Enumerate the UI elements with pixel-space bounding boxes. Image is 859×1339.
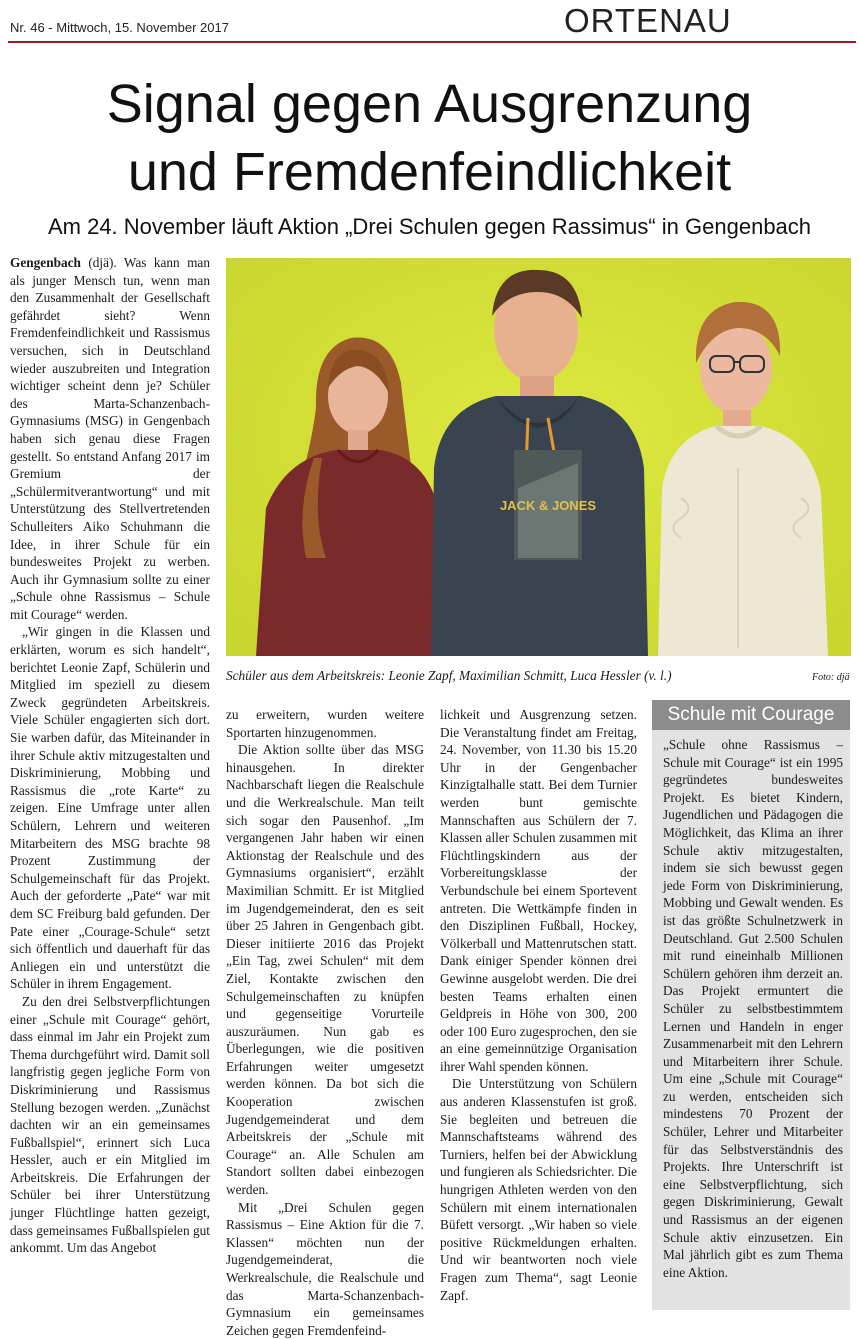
subheadline: Am 24. November läuft Aktion „Drei Schulen gegen Rassimus“ in Gengenbach <box>47 214 812 239</box>
article-paragraph: lichkeit und Ausgrenzung setzen. Die Veranstaltung findet am Freitag, 24. November, von 11.30 bis 15.20 Uhr in der Gengenbacher Kinzigtalhalle statt. Bei dem Turnier werden bunt gemischte Mannschaften aus Schülern der 7. Klassen aller Schulen zusammen mit Flüchtlingskindern aus der Vorbereitungsklasse der Verbundschule bei einem Sportevent antreten. Die Wettkämpfe finden in den Disziplinen Fußball, Hockey, Völkerball und Mattenrutschen statt. Dank einiger Spender können drei Gewinne ausgelobt werden. Die drei besten Teams erhalten einen Geldpreis in Höhe von 300, 200 oder 100 Euro zugesprochen, den sie an eine gemeinnützige Organisation ihrer Wahl spenden können. <box>440 707 637 1074</box>
issue-date: Nr. 46 - Mittwoch, 15. November 2017 <box>10 20 229 35</box>
article-paragraph: Die Unterstützung von Schülern aus anderen Klassenstufen ist groß. Sie begleiten und betreuen die Mannschaftsteams während des Turniers, helfen bei der Abwicklung und fungieren als Schiedsrichter. Die hungrigen Athleten werden von den Schülern mit einem internationalen Büfett versorgt. „Wir haben so viele positive Rückmeldungen erhalten. Und wir beantworten noch viele Fragen zum Thema“, sagt Leonie Zapf. <box>440 1076 637 1303</box>
shirt-print: JACK & JONES <box>499 498 597 513</box>
article-paragraph <box>10 254 210 623</box>
dateline: Gengenbach <box>10 255 81 270</box>
headline <box>0 70 859 206</box>
photo-caption: Schüler aus dem Arbeitskreis: Leonie Zapf, Maximilian Schmitt, Luca Hessler (v. l.) <box>226 668 672 683</box>
paragraph-text: (djä). Was kann man als junger Mensch tun, wenn man den Zusammenhalt der Gesellschaft gefährdet sieht? Wenn Fremdenfeindlichkeit und Rassismus versuchen, sich in Deutschland wieder auszubreiten und Integration wichtiger scheint denn je? Schüler des Marta-Schanzenbach-Gymnasiums (MSG) in Gengenbach haben sich genau diese Fragen gestellt. So entstand Anfang 2017 im Gremium der „Schülermitverantwortung“ und mit Unterstützung des Stellvertretenden Schulleiters Aiko Schuhmann die Idee, in ihrer Schule für ein bundesweites Projekt zu werben. Auch ihr Gymnasium sollte zu einer „Schule ohne Rassismus – Schule mit Courage“ werden. <box>10 255 210 622</box>
students-photo <box>226 258 851 656</box>
header-rule <box>8 41 856 43</box>
article-column-1 <box>10 254 210 1314</box>
article-photo <box>226 258 851 656</box>
infobox-text: „Schule ohne Rassismus – Schule mit Courage“ ist ein 1995 gegründetes bundesweites Projekt. Es bietet Kindern, Jugendlichen und Pädagogen die Möglichkeit, das Klima an ihrer Schule aktiv mitzugestalten, indem sie sich bewusst gegen jede Form von Diskriminierung, Mobbing und Gewalt wenden. Es ist das größte Schulnetzwerk in Deutschland. Gut 2.500 Schulen mit rund eineinhalb Millionen Schülern gehören ihm derzeit an. Das Projekt ermuntert die Schüler zu selbstbestimmtem Lernen und Handeln in enger Zusammenarbeit mit den Lehrern und Mitarbeitern ihrer Schule. Um eine „Schule mit Courage“ zu werden, entscheiden sich mindestens 70 Prozent der Schüler, Lehrer und Mitarbeiter für das Selbstverständnis des Projekts. Ihre Unterschrift ist eine Selbstverpflichtung, sich gegen Diskriminierung, Gewalt und Rassismus an der eigenen Schule aktiv einzusetzen. Ein Mal jährlich gibt es zum Thema eine Aktion. <box>663 737 843 1280</box>
section-title: ORTENAU <box>564 2 732 39</box>
article-column-2 <box>226 706 424 1338</box>
infobox-title: Schule mit Courage <box>652 700 850 730</box>
photo-credit: Foto: djä <box>812 672 850 683</box>
article-paragraph: Zu den drei Selbstverpflichtungen einer „Schule mit Courage“ gehört, dass einmal im Jahr ein Projekt zum Thema durchgeführt wird. Damit soll langfristig gegen jegliche Form von Diskriminierung und Rassismus Stellung bezogen werden. „Zunächst dachten wir an ein gemeinsames Fußballspiel“, erinnert sich Luca Hessler, auch er ein Mitglied im Arbeitskreis. Die Erfahrungen der Schüler bei ihrer Unterstützung junger Flüchtlinge hatten gezeigt, dass gemeinsames Fußballspielen gut ankommt. Um das Angebot <box>10 993 210 1256</box>
headline-line-2: und Fremdenfeindlichkeit <box>127 142 732 202</box>
article-paragraph: zu erweitern, wurden weitere Sportarten hinzugenommen. <box>226 707 424 740</box>
article-paragraph: Mit „Drei Schulen gegen Rassismus – Eine Aktion für die 7. Klassen“ möchten nun der Jugendgemeinderat, die Werkrealschule, die Realschule und das Marta-Schanzenbach-Gymnasium ein gemeinsames Zeichen gegen Fremdenfeind- <box>226 1199 424 1338</box>
headline-line-1: Signal gegen Ausgrenzung <box>106 74 753 134</box>
article-column-3 <box>440 706 637 1318</box>
article-paragraph: „Wir gingen in die Klassen und erklärten, worum es sich handelt“, berichtet Leonie Zapf, Schülerin und Mitglied im speziell zu diesem Zweck gegründeten Arbeitskreis. Viele Schüler engagierten sich dort. Sie warben dafür, das Miteinander in ihrer Schule aktiv mitzugestalten und Diskriminierung, Mobbing und Rassismus die „rote Karte“ zu zeigen. Eine Umfrage unter allen Schülern, Lehrern und weiteren Mitarbeitern des MSG brachte 98 Prozent Zustimmung der Schulgemeinschaft für das Projekt. Auch der geforderte „Pate“ war mit dem SC Freiburg bald gefunden. Der Pate einer „Courage-Schule“ setzt sich öffentlich und dauerhaft für das Anliegen ein und unterstützt die Schüler in ihrem Engagement. <box>10 624 210 992</box>
article-paragraph: Die Aktion sollte über das MSG hinausgehen. In direkter Nachbarschaft liegen die Realschule und die Werkrealschule. Man teilt sich sogar den Pausenhof. „Im vergangenen Jahr haben wir einen Aktionstag der Realschule und des Gymnasiums organisiert“, erzählt Maximilian Schmitt. Er ist Mitglied im Jugendgemeinderat, den es seit über 25 Jahren in Gengenbach gibt. Dieser initiierte 2016 das Projekt „Ein Tag, zwei Schulen“ mit dem Ziel, Kontakte zwischen den Schulgemeinschaften zu knüpfen und gegenseitige Vorurteile auszuräumen. Nun gab es Überlegungen, wie die positiven Erfahrungen weiter umgesetzt werden können. Da bot sich die Kooperation zwischen Jugendgemeinderat und dem Arbeitskreis der „Schule mit Courage“ an. Alle Schulen am Standort sollten dabei einbezogen werden. <box>226 742 424 1198</box>
infobox-body <box>663 736 843 1306</box>
